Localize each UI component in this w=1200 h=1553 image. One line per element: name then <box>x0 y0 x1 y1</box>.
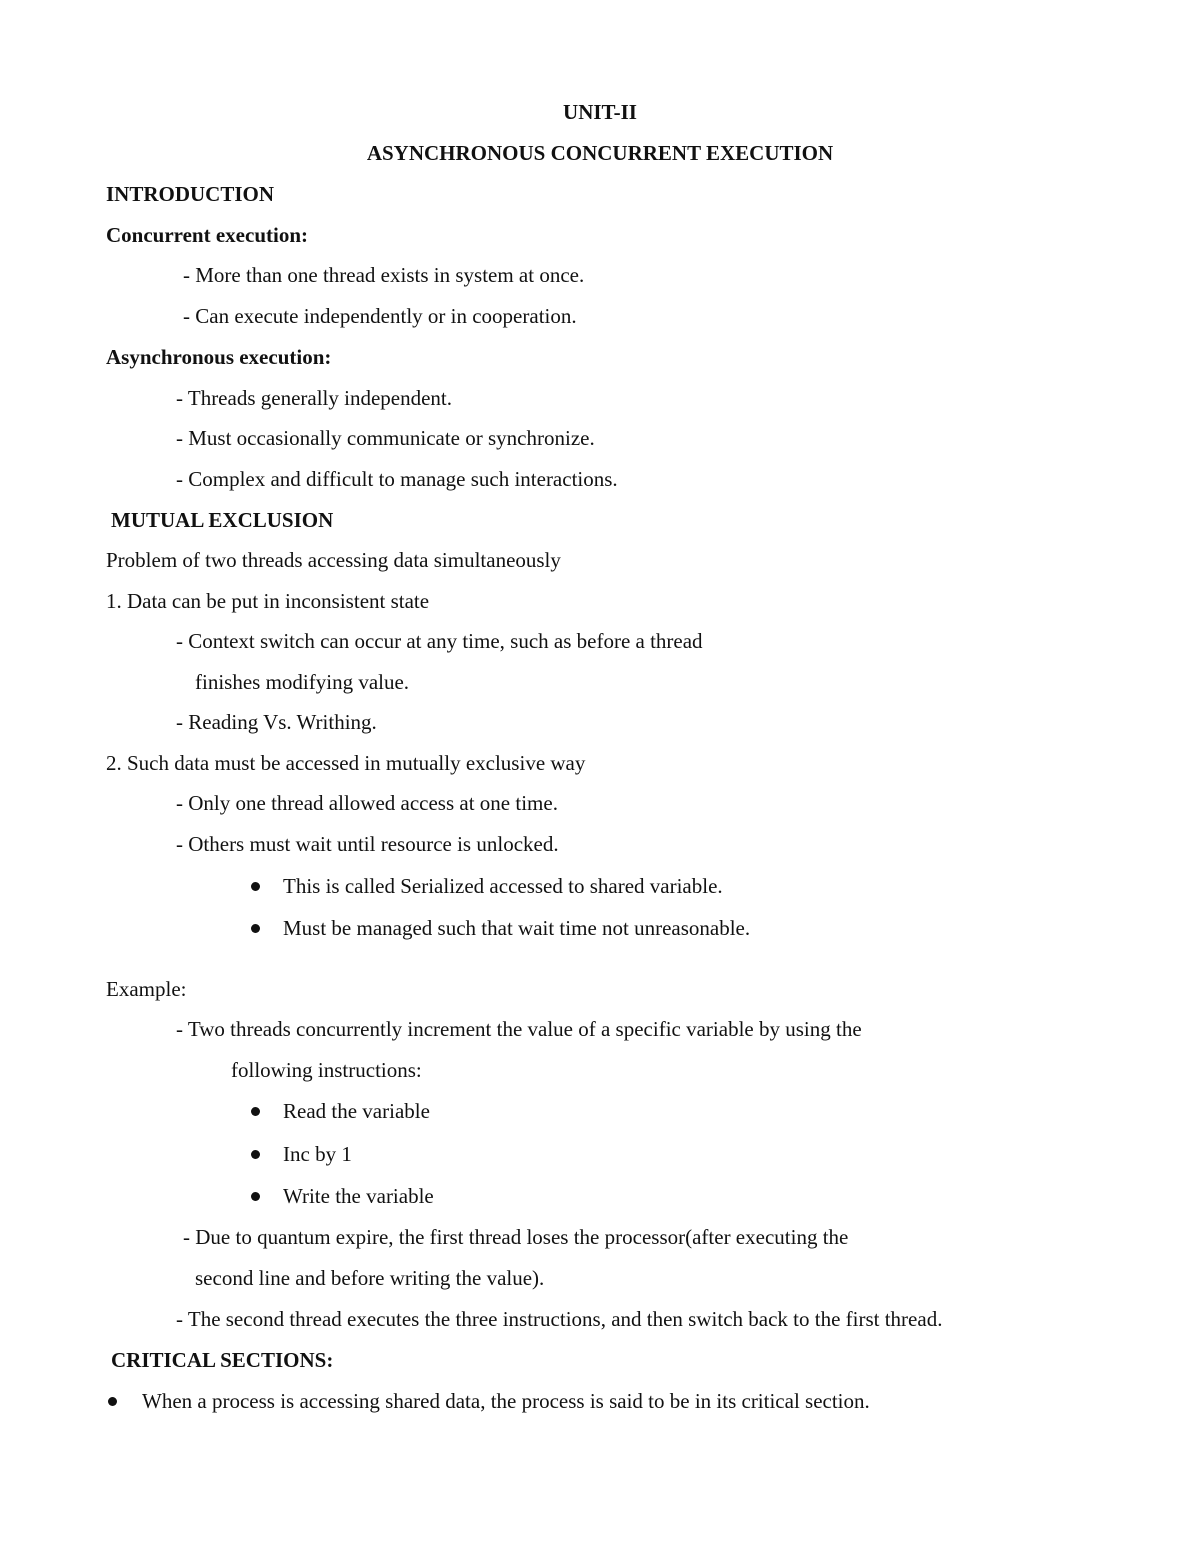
mutex-item-1-sub: - Reading Vs. Writhing. <box>176 710 377 734</box>
bullet-icon <box>251 1107 260 1116</box>
list-item-text: When a process is accessing shared data, the process is said to be in its critical section. <box>142 1389 870 1413</box>
example-line: - Two threads concurrently increment the value of a specific variable by using the <box>176 1017 862 1041</box>
mutex-item-2-sub: - Others must wait until resource is unlocked. <box>176 832 559 856</box>
mutex-item-2-sub: - Only one thread allowed access at one time. <box>176 791 558 815</box>
list-item-text: Must be managed such that wait time not unreasonable. <box>283 916 751 940</box>
example-quantum: - Due to quantum expire, the first thread loses the processor(after executing the <box>183 1225 849 1249</box>
example-quantum-continued: second line and before writing the value). <box>195 1266 545 1290</box>
unit-title: UNIT-II <box>563 100 637 124</box>
mutual-exclusion-heading: MUTUAL EXCLUSION <box>111 508 334 532</box>
mutex-item-1: 1. Data can be put in inconsistent state <box>106 589 430 613</box>
example-label: Example: <box>106 977 187 1001</box>
critical-sections-heading: CRITICAL SECTIONS: <box>111 1348 334 1372</box>
list-item-text: Write the variable <box>283 1184 434 1208</box>
list-item-text: This is called Serialized accessed to shared variable. <box>283 874 723 898</box>
example-second-thread: - The second thread executes the three instructions, and then switch back to the first thread. <box>176 1307 943 1331</box>
bullet-icon <box>108 1397 117 1406</box>
asynchronous-point: - Threads generally independent. <box>176 386 453 410</box>
mutual-exclusion-problem: Problem of two threads accessing data simultaneously <box>106 548 561 572</box>
concurrent-point: - Can execute independently or in cooperation. <box>183 304 577 328</box>
asynchronous-point: - Complex and difficult to manage such interactions. <box>176 467 618 491</box>
mutex-item-1-sub: - Context switch can occur at any time, such as before a thread <box>176 629 703 653</box>
bullet-icon <box>251 1192 260 1201</box>
concurrent-point: - More than one thread exists in system at once. <box>183 263 585 287</box>
asynchronous-point: - Must occasionally communicate or synchronize. <box>176 426 595 450</box>
bullet-icon <box>251 924 260 933</box>
asynchronous-execution-label: Asynchronous execution: <box>106 345 332 369</box>
example-line-continued: following instructions: <box>231 1058 422 1082</box>
bullet-icon <box>251 882 260 891</box>
mutex-item-1-sub-continued: finishes modifying value. <box>195 670 410 694</box>
list-item-text: Inc by 1 <box>283 1142 352 1166</box>
page-title: ASYNCHRONOUS CONCURRENT EXECUTION <box>366 141 834 165</box>
concurrent-execution-label: Concurrent execution: <box>106 223 308 247</box>
bullet-icon <box>251 1150 260 1159</box>
list-item-text: Read the variable <box>283 1099 430 1123</box>
introduction-heading: INTRODUCTION <box>106 182 275 206</box>
mutex-item-2: 2. Such data must be accessed in mutually exclusive way <box>106 751 586 775</box>
